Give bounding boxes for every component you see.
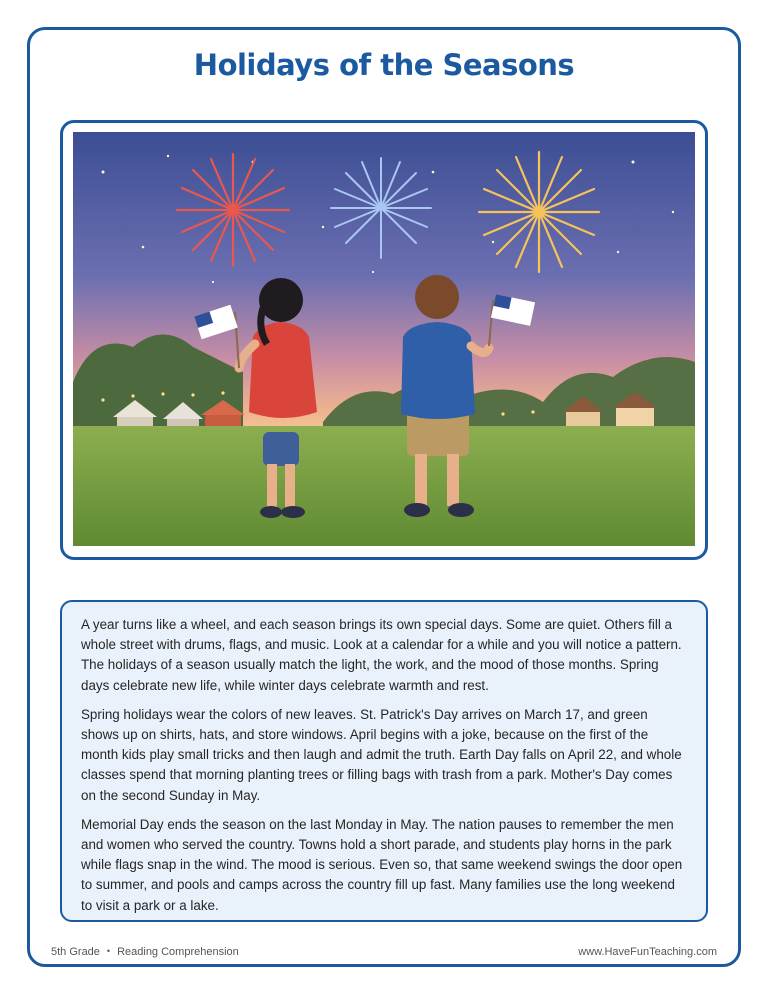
footer-info (51, 946, 239, 958)
footer-grade: 5th Grade (51, 946, 100, 958)
paragraph-1: A year turns like a wheel, and each season brings its own special days. Some are quiet. Others fill a whole street with drums, flags, and music. Look at a calendar for a while and you will notice a pattern. The holidays of a season usually match the light, the work, and the mood of those months. Spring days celebrate new life, while winter days celebrate warmth and rest. (81, 617, 682, 693)
footer-separator: • (106, 946, 111, 956)
red-firework (177, 154, 289, 266)
footer-subject: Reading Comprehension (117, 946, 239, 958)
footer-website[interactable]: www.HaveFunTeaching.com (578, 946, 717, 958)
page-title: Holidays of the Seasons (193, 48, 575, 82)
blue-firework (331, 158, 431, 258)
gold-firework (479, 152, 599, 272)
paragraph-2: Spring holidays wear the colors of new leaves. St. Patrick's Day arrives on March 17, and green shows up on shirts, hats, and store windows. April begins with a joke, because on the first of the month kids play small tricks and then laugh and admit the truth. Earth Day falls on April 22, and whole classes spend that morning planting trees or filling bags with trash from a park. Mother's Day comes on the second Sunday in May. (81, 706, 682, 803)
reading-passage (60, 600, 708, 922)
paragraph-3: Memorial Day ends the season on the last Monday in May. The nation pauses to remember the men and women who served the country. Towns hold a short parade, and students play horns in the park while flags snap in the wind. The mood is serious. Even so, that same weekend swings the door open to summer, and pools and camps across the country fill up fast. Many families use the long weekend to visit a park or a lake. (81, 816, 683, 913)
fireworks-illustration (73, 132, 695, 546)
